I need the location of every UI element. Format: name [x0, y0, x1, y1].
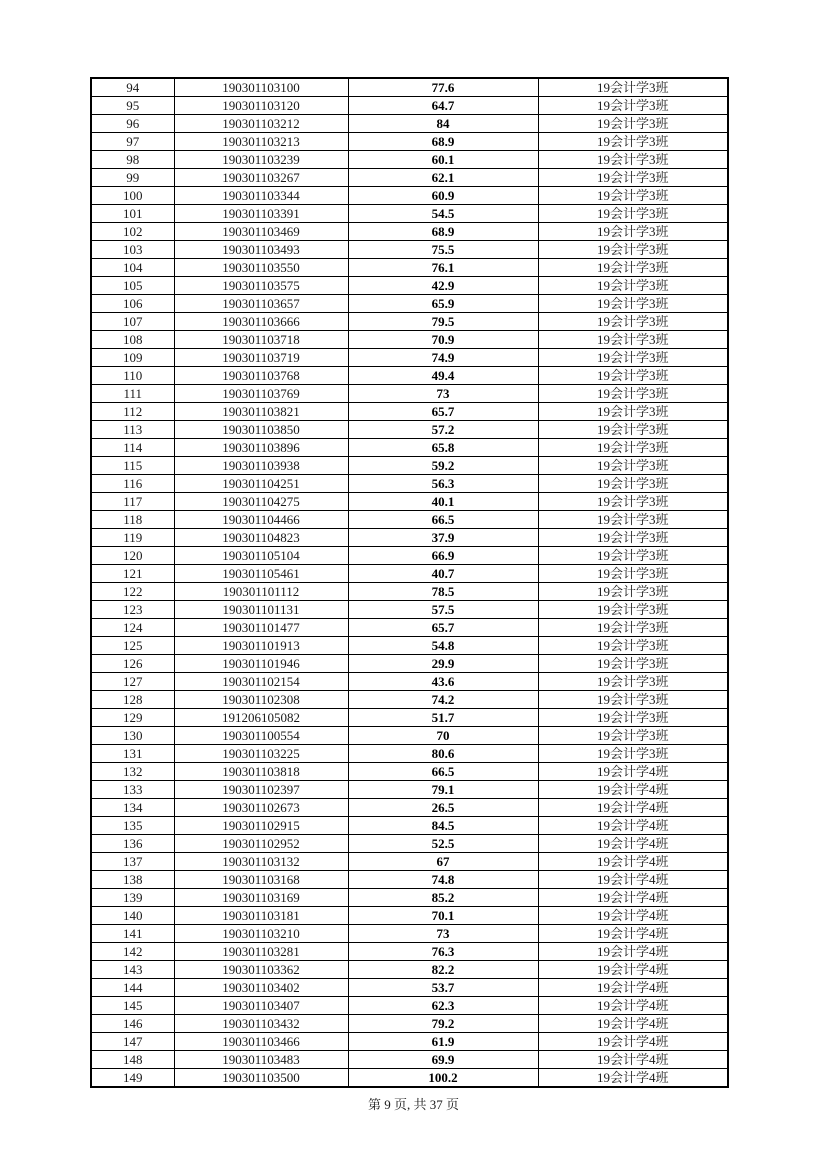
student-id-cell: 190301103821: [174, 403, 348, 421]
class-name-cell: 19会计学3班: [538, 277, 728, 295]
table-row: [91, 187, 728, 205]
score-cell: 70: [348, 727, 538, 745]
row-index-cell: 141: [91, 925, 174, 943]
table-row: [91, 799, 728, 817]
class-name-cell: 19会计学4班: [538, 1051, 728, 1069]
class-name-cell: 19会计学3班: [538, 439, 728, 457]
row-index-cell: 111: [91, 385, 174, 403]
row-index-cell: 127: [91, 673, 174, 691]
student-id-cell: 190301103719: [174, 349, 348, 367]
student-id-cell: 190301102952: [174, 835, 348, 853]
student-id-cell: 190301102673: [174, 799, 348, 817]
score-cell: 66.5: [348, 511, 538, 529]
class-name-cell: 19会计学4班: [538, 889, 728, 907]
student-id-cell: 190301104823: [174, 529, 348, 547]
class-name-cell: 19会计学3班: [538, 403, 728, 421]
score-cell: 68.9: [348, 133, 538, 151]
class-name-cell: 19会计学3班: [538, 133, 728, 151]
score-cell: 79.5: [348, 313, 538, 331]
class-name-cell: 19会计学4班: [538, 961, 728, 979]
row-index-cell: 117: [91, 493, 174, 511]
student-id-cell: 190301103213: [174, 133, 348, 151]
class-name-cell: 19会计学4班: [538, 907, 728, 925]
student-id-cell: 190301102397: [174, 781, 348, 799]
row-index-cell: 124: [91, 619, 174, 637]
student-id-cell: 190301103575: [174, 277, 348, 295]
score-cell: 84: [348, 115, 538, 133]
table-row: [91, 781, 728, 799]
table-row: [91, 421, 728, 439]
class-name-cell: 19会计学3班: [538, 349, 728, 367]
table-row: [91, 763, 728, 781]
class-name-cell: 19会计学3班: [538, 493, 728, 511]
table-row: [91, 259, 728, 277]
row-index-cell: 94: [91, 78, 174, 97]
row-index-cell: 112: [91, 403, 174, 421]
class-name-cell: 19会计学4班: [538, 817, 728, 835]
score-cell: 76.3: [348, 943, 538, 961]
student-id-cell: 190301103657: [174, 295, 348, 313]
table-row: [91, 547, 728, 565]
table-row: [91, 619, 728, 637]
row-index-cell: 100: [91, 187, 174, 205]
class-name-cell: 19会计学3班: [538, 259, 728, 277]
score-cell: 54.5: [348, 205, 538, 223]
row-index-cell: 119: [91, 529, 174, 547]
table-row: [91, 853, 728, 871]
class-name-cell: 19会计学3班: [538, 691, 728, 709]
score-cell: 69.9: [348, 1051, 538, 1069]
class-name-cell: 19会计学4班: [538, 925, 728, 943]
student-id-cell: 190301103132: [174, 853, 348, 871]
class-name-cell: 19会计学4班: [538, 781, 728, 799]
table-row: [91, 313, 728, 331]
table-row: [91, 151, 728, 169]
score-cell: 76.1: [348, 259, 538, 277]
score-cell: 68.9: [348, 223, 538, 241]
table-row: [91, 223, 728, 241]
class-name-cell: 19会计学3班: [538, 619, 728, 637]
row-index-cell: 130: [91, 727, 174, 745]
score-cell: 62.3: [348, 997, 538, 1015]
student-id-cell: 190301103469: [174, 223, 348, 241]
score-cell: 74.2: [348, 691, 538, 709]
class-name-cell: 19会计学3班: [538, 223, 728, 241]
score-cell: 61.9: [348, 1033, 538, 1051]
student-id-cell: 190301103550: [174, 259, 348, 277]
class-name-cell: 19会计学4班: [538, 853, 728, 871]
table-row: [91, 205, 728, 223]
table-row: [91, 1069, 728, 1088]
class-name-cell: 19会计学3班: [538, 97, 728, 115]
score-cell: 67: [348, 853, 538, 871]
student-id-cell: 190301103120: [174, 97, 348, 115]
score-cell: 60.9: [348, 187, 538, 205]
row-index-cell: 102: [91, 223, 174, 241]
row-index-cell: 103: [91, 241, 174, 259]
student-id-cell: 190301103493: [174, 241, 348, 259]
class-name-cell: 19会计学4班: [538, 835, 728, 853]
score-cell: 73: [348, 925, 538, 943]
row-index-cell: 132: [91, 763, 174, 781]
row-index-cell: 125: [91, 637, 174, 655]
score-cell: 53.7: [348, 979, 538, 997]
table-row: [91, 727, 728, 745]
table-row: [91, 331, 728, 349]
student-id-cell: 190301103239: [174, 151, 348, 169]
student-id-cell: 190301102308: [174, 691, 348, 709]
score-cell: 80.6: [348, 745, 538, 763]
row-index-cell: 136: [91, 835, 174, 853]
class-name-cell: 19会计学3班: [538, 421, 728, 439]
score-cell: 56.3: [348, 475, 538, 493]
student-id-cell: 190301103666: [174, 313, 348, 331]
table-row: [91, 1051, 728, 1069]
class-name-cell: 19会计学4班: [538, 1033, 728, 1051]
score-cell: 57.2: [348, 421, 538, 439]
table-row: [91, 78, 728, 97]
student-id-cell: 190301103281: [174, 943, 348, 961]
student-id-cell: 190301103212: [174, 115, 348, 133]
row-index-cell: 104: [91, 259, 174, 277]
class-name-cell: 19会计学3班: [538, 709, 728, 727]
row-index-cell: 139: [91, 889, 174, 907]
class-name-cell: 19会计学4班: [538, 943, 728, 961]
score-cell: 43.6: [348, 673, 538, 691]
score-cell: 70.1: [348, 907, 538, 925]
table-row: [91, 403, 728, 421]
row-index-cell: 137: [91, 853, 174, 871]
row-index-cell: 105: [91, 277, 174, 295]
score-cell: 65.9: [348, 295, 538, 313]
row-index-cell: 131: [91, 745, 174, 763]
student-id-cell: 190301103768: [174, 367, 348, 385]
score-cell: 74.9: [348, 349, 538, 367]
score-cell: 75.5: [348, 241, 538, 259]
class-name-cell: 19会计学3班: [538, 385, 728, 403]
row-index-cell: 134: [91, 799, 174, 817]
row-index-cell: 107: [91, 313, 174, 331]
class-name-cell: 19会计学3班: [538, 295, 728, 313]
row-index-cell: 140: [91, 907, 174, 925]
student-id-cell: 190301103344: [174, 187, 348, 205]
class-name-cell: 19会计学3班: [538, 457, 728, 475]
table-row: [91, 169, 728, 187]
table-row: [91, 997, 728, 1015]
class-name-cell: 19会计学3班: [538, 601, 728, 619]
class-name-cell: 19会计学3班: [538, 655, 728, 673]
row-index-cell: 106: [91, 295, 174, 313]
row-index-cell: 123: [91, 601, 174, 619]
class-name-cell: 19会计学3班: [538, 367, 728, 385]
table-row: [91, 673, 728, 691]
score-cell: 100.2: [348, 1069, 538, 1088]
score-cell: 70.9: [348, 331, 538, 349]
score-cell: 65.7: [348, 403, 538, 421]
student-id-cell: 190301103100: [174, 78, 348, 97]
student-id-cell: 190301103718: [174, 331, 348, 349]
score-cell: 40.1: [348, 493, 538, 511]
student-id-cell: 190301103210: [174, 925, 348, 943]
student-id-cell: 190301103432: [174, 1015, 348, 1033]
student-id-cell: 190301101946: [174, 655, 348, 673]
score-cell: 65.7: [348, 619, 538, 637]
table-row: [91, 835, 728, 853]
score-cell: 77.6: [348, 78, 538, 97]
score-cell: 42.9: [348, 277, 538, 295]
class-name-cell: 19会计学3班: [538, 727, 728, 745]
table-row: [91, 439, 728, 457]
student-id-cell: 190301103850: [174, 421, 348, 439]
class-name-cell: 19会计学4班: [538, 979, 728, 997]
table-row: [91, 457, 728, 475]
score-cell: 73: [348, 385, 538, 403]
table-row: [91, 277, 728, 295]
table-row: [91, 1015, 728, 1033]
class-name-cell: 19会计学3班: [538, 475, 728, 493]
score-cell: 64.7: [348, 97, 538, 115]
table-row: [91, 529, 728, 547]
score-cell: 40.7: [348, 565, 538, 583]
class-name-cell: 19会计学3班: [538, 673, 728, 691]
row-index-cell: 97: [91, 133, 174, 151]
class-name-cell: 19会计学3班: [538, 583, 728, 601]
student-id-cell: 190301103391: [174, 205, 348, 223]
class-name-cell: 19会计学4班: [538, 799, 728, 817]
class-name-cell: 19会计学3班: [538, 565, 728, 583]
row-index-cell: 126: [91, 655, 174, 673]
class-name-cell: 19会计学3班: [538, 115, 728, 133]
table-row: [91, 511, 728, 529]
row-index-cell: 98: [91, 151, 174, 169]
student-id-cell: 190301101112: [174, 583, 348, 601]
score-cell: 60.1: [348, 151, 538, 169]
row-index-cell: 144: [91, 979, 174, 997]
table-row: [91, 817, 728, 835]
table-row: [91, 241, 728, 259]
table-row: [91, 349, 728, 367]
score-cell: 66.5: [348, 763, 538, 781]
row-index-cell: 110: [91, 367, 174, 385]
student-id-cell: 190301101131: [174, 601, 348, 619]
row-index-cell: 149: [91, 1069, 174, 1088]
student-id-cell: 190301105104: [174, 547, 348, 565]
score-cell: 79.1: [348, 781, 538, 799]
score-cell: 78.5: [348, 583, 538, 601]
student-id-cell: 190301103402: [174, 979, 348, 997]
table-row: [91, 295, 728, 313]
table-row: [91, 691, 728, 709]
student-id-cell: 190301103225: [174, 745, 348, 763]
student-id-cell: 190301103466: [174, 1033, 348, 1051]
table-row: [91, 1033, 728, 1051]
student-id-cell: 190301102154: [174, 673, 348, 691]
row-index-cell: 120: [91, 547, 174, 565]
class-name-cell: 19会计学3班: [538, 637, 728, 655]
table-row: [91, 97, 728, 115]
row-index-cell: 148: [91, 1051, 174, 1069]
table-row: [91, 637, 728, 655]
class-name-cell: 19会计学3班: [538, 241, 728, 259]
row-index-cell: 128: [91, 691, 174, 709]
student-id-cell: 190301103896: [174, 439, 348, 457]
score-cell: 52.5: [348, 835, 538, 853]
row-index-cell: 114: [91, 439, 174, 457]
table-row: [91, 115, 728, 133]
score-cell: 62.1: [348, 169, 538, 187]
score-cell: 49.4: [348, 367, 538, 385]
score-cell: 84.5: [348, 817, 538, 835]
score-cell: 82.2: [348, 961, 538, 979]
row-index-cell: 135: [91, 817, 174, 835]
class-name-cell: 19会计学4班: [538, 763, 728, 781]
student-id-cell: 190301102915: [174, 817, 348, 835]
table-row: [91, 475, 728, 493]
row-index-cell: 145: [91, 997, 174, 1015]
student-id-cell: 190301101477: [174, 619, 348, 637]
score-cell: 79.2: [348, 1015, 538, 1033]
row-index-cell: 101: [91, 205, 174, 223]
table-row: [91, 871, 728, 889]
class-name-cell: 19会计学3班: [538, 511, 728, 529]
student-id-cell: 190301103181: [174, 907, 348, 925]
student-id-cell: 190301103938: [174, 457, 348, 475]
student-id-cell: 190301103362: [174, 961, 348, 979]
student-id-cell: 190301103169: [174, 889, 348, 907]
page-number-footer: 第 9 页, 共 37 页: [367, 1097, 459, 1112]
score-table-body: [91, 78, 728, 1087]
score-table: [90, 77, 729, 1088]
score-cell: 85.2: [348, 889, 538, 907]
student-id-cell: 190301104275: [174, 493, 348, 511]
row-index-cell: 113: [91, 421, 174, 439]
class-name-cell: 19会计学3班: [538, 205, 728, 223]
row-index-cell: 133: [91, 781, 174, 799]
score-cell: 51.7: [348, 709, 538, 727]
score-cell: 54.8: [348, 637, 538, 655]
student-id-cell: 190301103769: [174, 385, 348, 403]
row-index-cell: 116: [91, 475, 174, 493]
table-row: [91, 601, 728, 619]
table-row: [91, 961, 728, 979]
class-name-cell: 19会计学3班: [538, 547, 728, 565]
class-name-cell: 19会计学3班: [538, 313, 728, 331]
class-name-cell: 19会计学3班: [538, 529, 728, 547]
row-index-cell: 99: [91, 169, 174, 187]
table-row: [91, 493, 728, 511]
table-row: [91, 889, 728, 907]
table-row: [91, 367, 728, 385]
row-index-cell: 115: [91, 457, 174, 475]
table-row: [91, 655, 728, 673]
row-index-cell: 121: [91, 565, 174, 583]
row-index-cell: 142: [91, 943, 174, 961]
table-row: [91, 979, 728, 997]
table-row: [91, 907, 728, 925]
class-name-cell: 19会计学4班: [538, 1015, 728, 1033]
student-id-cell: 190301100554: [174, 727, 348, 745]
table-row: [91, 583, 728, 601]
row-index-cell: 146: [91, 1015, 174, 1033]
class-name-cell: 19会计学4班: [538, 997, 728, 1015]
row-index-cell: 108: [91, 331, 174, 349]
student-id-cell: 190301105461: [174, 565, 348, 583]
row-index-cell: 95: [91, 97, 174, 115]
student-id-cell: 191206105082: [174, 709, 348, 727]
class-name-cell: 19会计学3班: [538, 151, 728, 169]
score-cell: 74.8: [348, 871, 538, 889]
student-id-cell: 190301103407: [174, 997, 348, 1015]
row-index-cell: 118: [91, 511, 174, 529]
row-index-cell: 96: [91, 115, 174, 133]
student-id-cell: 190301103267: [174, 169, 348, 187]
student-id-cell: 190301104251: [174, 475, 348, 493]
student-id-cell: 190301103818: [174, 763, 348, 781]
class-name-cell: 19会计学3班: [538, 745, 728, 763]
score-cell: 66.9: [348, 547, 538, 565]
row-index-cell: 122: [91, 583, 174, 601]
score-cell: 59.2: [348, 457, 538, 475]
score-cell: 65.8: [348, 439, 538, 457]
table-row: [91, 565, 728, 583]
table-row: [91, 745, 728, 763]
table-row: [91, 385, 728, 403]
student-id-cell: 190301103483: [174, 1051, 348, 1069]
class-name-cell: 19会计学4班: [538, 871, 728, 889]
student-id-cell: 190301103168: [174, 871, 348, 889]
table-row: [91, 925, 728, 943]
table-row: [91, 943, 728, 961]
row-index-cell: 138: [91, 871, 174, 889]
row-index-cell: 129: [91, 709, 174, 727]
row-index-cell: 109: [91, 349, 174, 367]
row-index-cell: 143: [91, 961, 174, 979]
class-name-cell: 19会计学3班: [538, 169, 728, 187]
table-row: [91, 133, 728, 151]
class-name-cell: 19会计学3班: [538, 78, 728, 97]
class-name-cell: 19会计学4班: [538, 1069, 728, 1088]
score-cell: 57.5: [348, 601, 538, 619]
class-name-cell: 19会计学3班: [538, 331, 728, 349]
table-row: [91, 709, 728, 727]
class-name-cell: 19会计学3班: [538, 187, 728, 205]
score-cell: 26.5: [348, 799, 538, 817]
score-cell: 29.9: [348, 655, 538, 673]
score-cell: 37.9: [348, 529, 538, 547]
row-index-cell: 147: [91, 1033, 174, 1051]
student-id-cell: 190301104466: [174, 511, 348, 529]
student-id-cell: 190301101913: [174, 637, 348, 655]
student-id-cell: 190301103500: [174, 1069, 348, 1088]
